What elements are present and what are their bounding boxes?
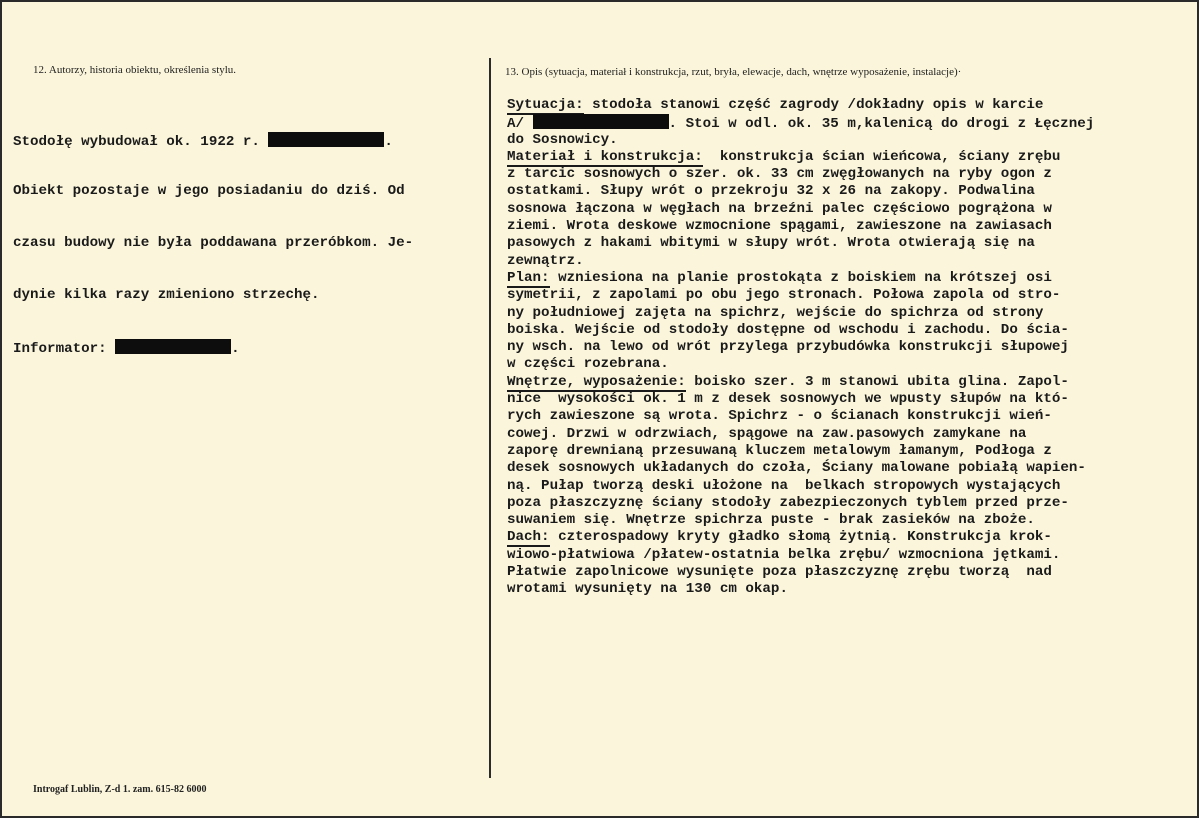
right-line [507,114,1094,131]
left-line: czasu budowy nie była poddawana przeróbkom. Je- [13,235,414,252]
line-text: z tarcic sosnowych o szer. ok. 33 cm zwęgłowanych na ryby ogon z [507,166,1052,183]
right-line [507,322,1094,339]
right-line [507,97,1094,114]
right-line [507,547,1094,564]
right-line [507,408,1094,425]
line-text: poza płaszczyznę ściany stodoły zabezpieczonych tyblem przed prze- [507,494,1069,511]
section-heading: Materiał i konstrukcja: [507,148,703,165]
right-line [507,512,1094,529]
right-line [507,166,1094,183]
right-line [507,218,1094,235]
right-line [507,339,1094,356]
right-line [507,287,1094,304]
line-text: boisko szer. 3 m stanowi ubita glina. Zapol- [685,373,1069,390]
right-line [507,478,1094,495]
line-text: stodoła stanowi część zagrody /dokładny opis w karcie [583,97,1044,113]
line-text: boiska. Wejście od stodoły dostępne od wschodu i zachodu. Do ścia- [507,321,1069,338]
line-text: ny południowej zajęta na spichrz, wejście do spichrza od strony [507,304,1044,321]
right-line [507,201,1094,218]
line-text: A/ [507,116,525,133]
printer-imprint: Introgaf Lublin, Z-d 1. zam. 615-82 6000 [33,784,207,795]
right-line [507,391,1094,408]
line-text: pasowych z hakami wbitymi w słupy wrót. Wrota otwierają się na [507,235,1035,252]
section-heading: Dach: [507,529,550,546]
right-line [507,495,1094,512]
right-section-header: 13. Opis (sytuacja, materiał i konstrukcja, rzut, bryła, elewacje, dach, wnętrze wyposażenie, instalacje)· [505,66,962,78]
line-text: zewnątrz. [507,252,584,269]
line-text: wzniesiona na planie prostokąta z boiskiem na krótszej osi [549,269,1052,286]
redaction [268,132,384,147]
right-line [507,235,1094,252]
left-section-header: 12. Autorzy, historia obiektu, określenia stylu. [33,64,237,76]
right-line [507,356,1094,373]
right-text-block [507,97,1094,599]
right-line [507,443,1094,460]
line-text: cowej. Drzwi w odrzwiach, spągowe na zaw.pasowych zamykane na [507,425,1027,442]
left-line: Stodołę wybudował ok. 1922 r. . [13,133,393,150]
right-line [507,305,1094,322]
left-line: dynie kilka razy zmieniono strzechę. [13,287,320,304]
right-line [507,183,1094,200]
line-text: desek sosnowych układanych do czoła, Ściany malowane pobiałą wapien- [507,460,1086,477]
right-line [507,253,1094,270]
redaction [115,339,231,354]
section-heading: Wnętrze, wyposażenie: [507,373,686,390]
left-line: Obiekt pozostaje w jego posiadaniu do dziś. Od [13,183,405,200]
right-line [507,460,1094,477]
right-line [507,374,1094,391]
line-text: konstrukcja ścian wieńcowa, ściany zrębu [702,148,1061,165]
right-line [507,270,1094,287]
section-heading: Sytuacja: [507,97,584,113]
line-text: ny wsch. na lewo od wrót przylega przybudówka konstrukcji słupowej [507,339,1069,356]
right-line [507,564,1094,581]
line-text: ną. Pułap tworzą deski ułożone na belkach stropowych wystających [507,477,1061,494]
right-line [507,149,1094,166]
right-line [507,529,1094,546]
line-text: w części rozebrana. [507,356,669,373]
column-divider [489,58,491,778]
line-text: sosnowa łączona w węgłach na brzeźni palec częściowo pogrążona w [507,200,1052,217]
left-line: Informator: . [13,341,240,358]
right-line [507,581,1094,598]
line-text: nice wysokości ok. 1 m z desek sosnowych we wpusty słupów na któ- [507,391,1069,408]
right-line [507,426,1094,443]
line-text: zaporę drewnianą przesuwaną kluczem metalowym łamanym, Podłoga z [507,442,1052,459]
redaction [533,114,669,129]
section-heading: Plan: [507,269,550,286]
line-text: rych zawieszone są wrota. Spichrz - o ścianach konstrukcji wień- [507,408,1052,425]
line-text: symetrii, z zapolami po obu jego stronach. Połowa zapola od stro- [507,287,1061,304]
line-text: czterospadowy kryty gładko słomą żytnią. Konstrukcja krok- [549,529,1052,546]
right-line [507,132,1094,149]
line-text: wiowo-płatwiowa /płatew-ostatnia belka zrębu/ wzmocniona jętkami. [507,546,1061,563]
line-text-tail: . Stoi w odl. ok. 35 m,kalenicą do drogi z Łęcznej [668,116,1095,133]
line-text: do Sosnowicy. [507,131,618,148]
left-text-block [13,97,413,391]
line-text: ostatkami. Słupy wrót o przekroju 32 x 26 na zakopy. Podwalina [507,183,1035,200]
line-text: ziemi. Wrota deskowe wzmocnione spągami, zawieszone na zawiasach [507,218,1052,235]
line-text: suwaniem się. Wnętrze spichrza puste - brak zasieków na zboże. [507,512,1035,529]
line-text: wrotami wysunięty na 130 cm okap. [507,581,788,598]
line-text: Płatwie zapolnicowe wysunięte poza płaszczyznę zrębu tworzą nad [507,564,1052,581]
